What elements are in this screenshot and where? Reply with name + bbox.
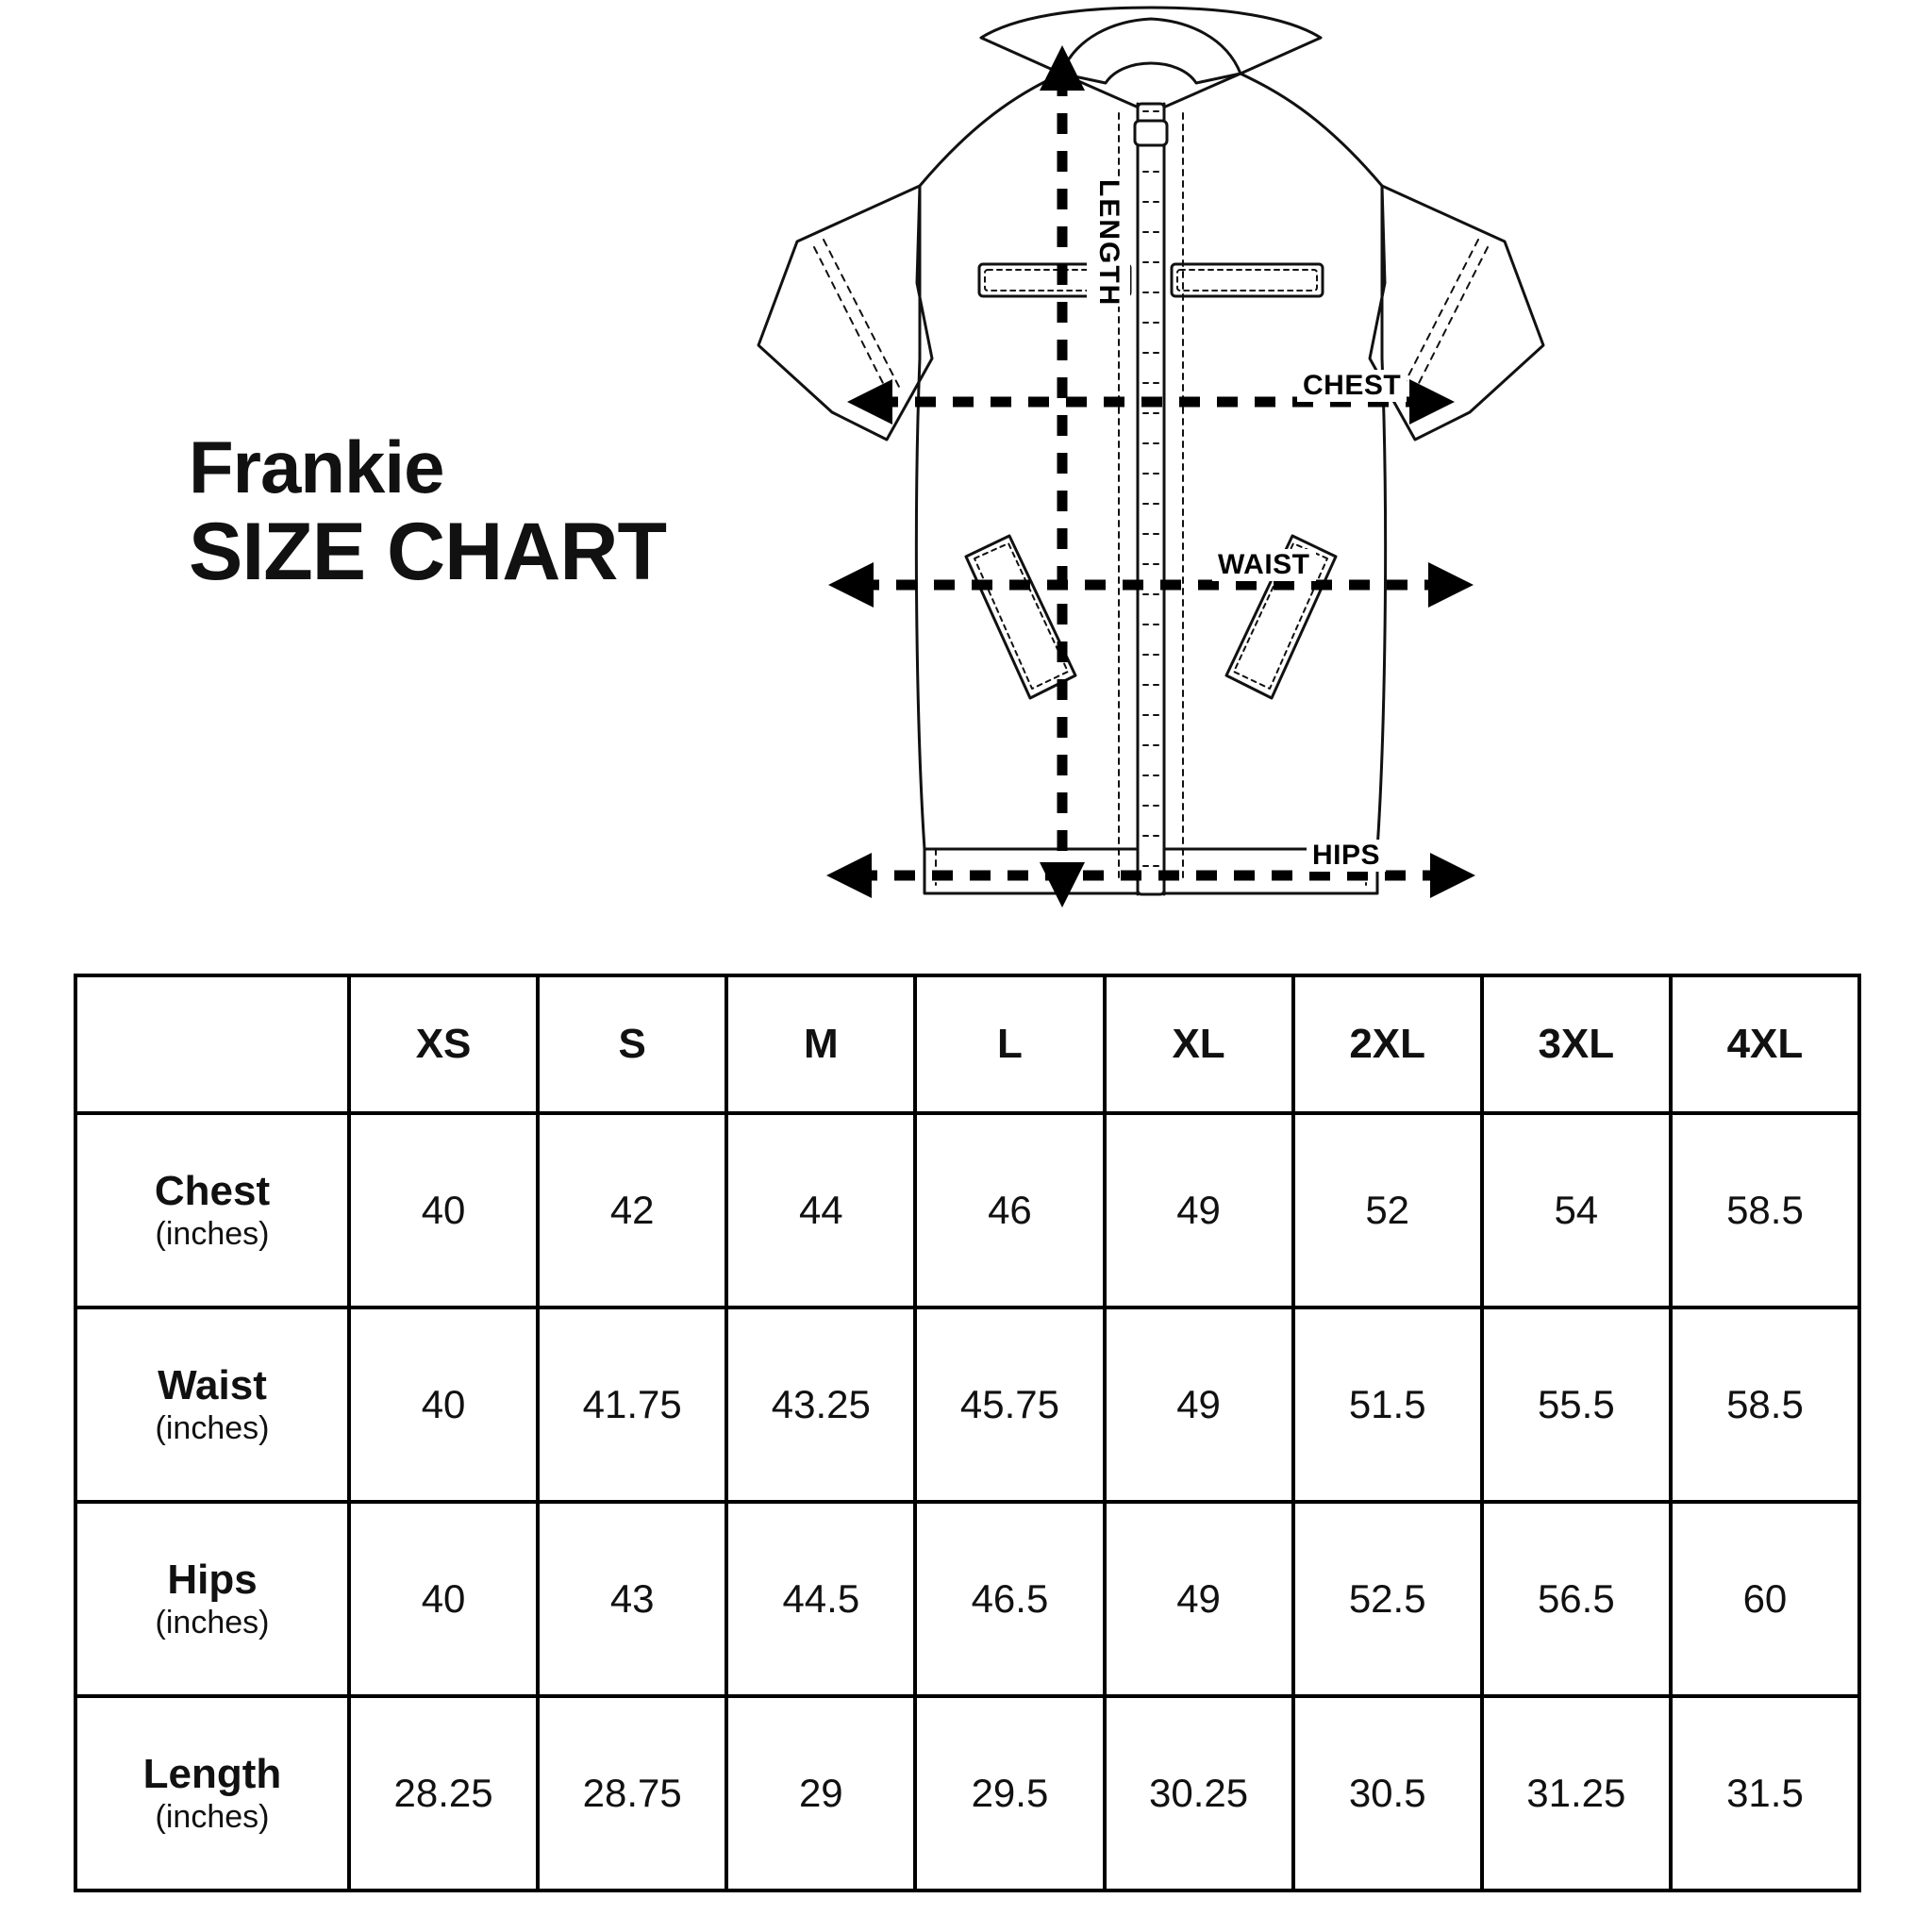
size-chart-table [74, 974, 1861, 1892]
row-header-waist [75, 1307, 349, 1502]
cell-length-xs: 28.25 [349, 1696, 538, 1890]
cell-hips-3xl: 56.5 [1482, 1502, 1671, 1696]
waist-measure-label: WAIST [1212, 549, 1316, 581]
cell-length-4xl: 31.5 [1671, 1696, 1859, 1890]
cell-chest-4xl: 58.5 [1671, 1113, 1859, 1307]
size-column-header: 4XL [1671, 975, 1859, 1113]
brand-name: Frankie [189, 425, 444, 508]
cell-waist-3xl: 55.5 [1482, 1307, 1671, 1502]
cell-waist-2xl: 51.5 [1293, 1307, 1482, 1502]
body-right-panel [1155, 74, 1386, 849]
table-row [75, 1696, 1859, 1890]
zipper-pull [1135, 121, 1167, 145]
cell-hips-2xl: 52.5 [1293, 1502, 1482, 1696]
row-header-unit: (inches) [155, 1798, 270, 1835]
right-sleeve-seam [1413, 247, 1488, 394]
cell-waist-xs: 40 [349, 1307, 538, 1502]
cell-chest-2xl: 52 [1293, 1113, 1482, 1307]
row-header-name: Hips [167, 1557, 258, 1604]
cell-length-2xl: 30.5 [1293, 1696, 1482, 1890]
size-column-header: L [915, 975, 1104, 1113]
cell-hips-l: 46.5 [915, 1502, 1104, 1696]
row-header-hips [75, 1502, 349, 1696]
cell-chest-s: 42 [538, 1113, 726, 1307]
cell-waist-s: 41.75 [538, 1307, 726, 1502]
left-sleeve-seam-2 [824, 240, 899, 387]
cell-length-xl: 30.25 [1105, 1696, 1293, 1890]
row-header-name: Chest [154, 1168, 271, 1215]
table-row [75, 1113, 1859, 1307]
row-header-unit: (inches) [155, 1409, 270, 1446]
garment-illustration [585, 0, 1717, 962]
cell-chest-m: 44 [726, 1113, 915, 1307]
page-title-heading: SIZE CHART [189, 506, 666, 597]
row-header-name: Length [142, 1751, 282, 1798]
length-measure-label: LENGTH [1087, 179, 1130, 307]
table-header-row [75, 975, 1859, 1113]
row-header-unit: (inches) [155, 1215, 270, 1252]
cell-chest-xl: 49 [1105, 1113, 1293, 1307]
size-column-header: XL [1105, 975, 1293, 1113]
cell-hips-4xl: 60 [1671, 1502, 1859, 1696]
row-header-length [75, 1696, 349, 1890]
hips-measure-label: HIPS [1307, 840, 1386, 872]
zipper-tape [1138, 104, 1164, 894]
right-sleeve-seam-2 [1403, 240, 1478, 387]
left-sleeve-outline [758, 186, 932, 440]
cell-hips-s: 43 [538, 1502, 726, 1696]
chest-pocket-right-stitch [1177, 270, 1317, 291]
size-column-header: XS [349, 975, 538, 1113]
table-row [75, 1502, 1859, 1696]
hem-left [924, 849, 1147, 893]
cell-chest-l: 46 [915, 1113, 1104, 1307]
table-row [75, 1307, 1859, 1502]
left-sleeve-seam [814, 247, 889, 394]
neckline-stitch [1106, 63, 1196, 83]
cell-waist-4xl: 58.5 [1671, 1307, 1859, 1502]
cell-chest-xs: 40 [349, 1113, 538, 1307]
cell-waist-xl: 49 [1105, 1307, 1293, 1502]
row-header-name: Waist [158, 1362, 267, 1409]
size-column-header: 2XL [1293, 975, 1482, 1113]
chest-measure-label: CHEST [1297, 370, 1407, 402]
cell-length-3xl: 31.25 [1482, 1696, 1671, 1890]
cell-hips-xs: 40 [349, 1502, 538, 1696]
cell-waist-l: 45.75 [915, 1307, 1104, 1502]
length-arrow [1040, 45, 1085, 908]
size-column-header: M [726, 975, 915, 1113]
cell-hips-xl: 49 [1105, 1502, 1293, 1696]
row-header-unit: (inches) [155, 1604, 270, 1641]
cell-length-m: 29 [726, 1696, 915, 1890]
cell-chest-3xl: 54 [1482, 1113, 1671, 1307]
side-pocket-left-stitch [974, 543, 1068, 689]
collar-outline [1061, 19, 1241, 83]
cell-length-s: 28.75 [538, 1696, 726, 1890]
size-column-header: 3XL [1482, 975, 1671, 1113]
cell-hips-m: 44.5 [726, 1502, 915, 1696]
cell-length-l: 29.5 [915, 1696, 1104, 1890]
cell-waist-m: 43.25 [726, 1307, 915, 1502]
garment-technical-flat-svg [585, 0, 1717, 962]
table-corner-cell [75, 975, 349, 1113]
row-header-chest [75, 1113, 349, 1307]
size-column-header: S [538, 975, 726, 1113]
